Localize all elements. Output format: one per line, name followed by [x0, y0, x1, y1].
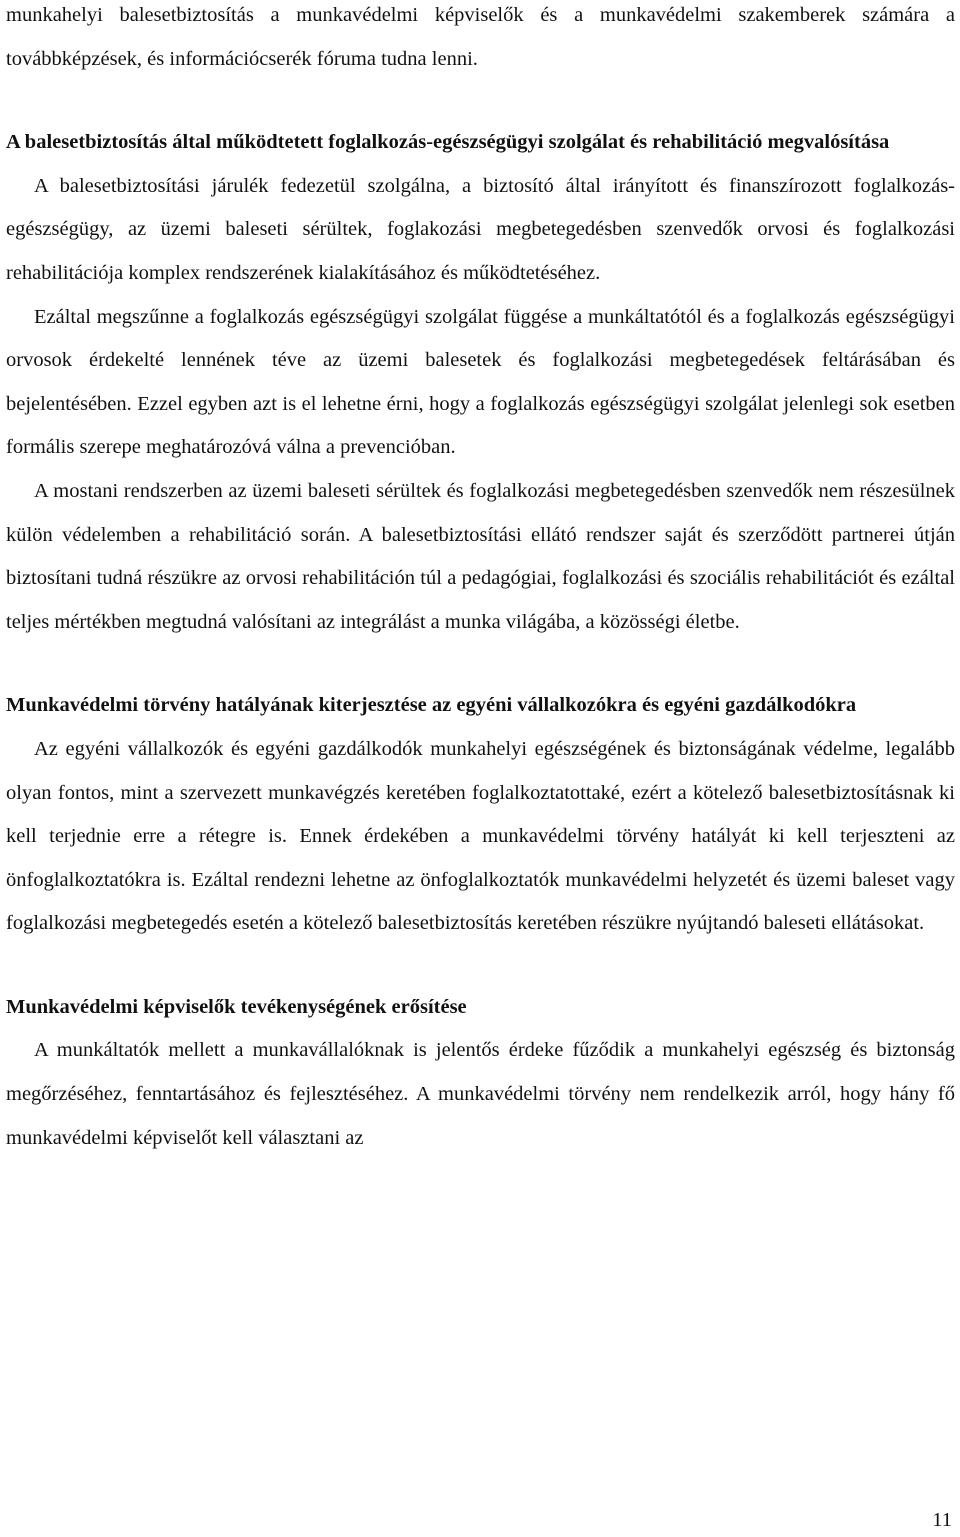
- paragraph-independence: Ezáltal megszűnne a foglalkozás egészségügyi szolgálat függése a munkáltatótól és a foglalkozás egészségügyi orvosok érdekelté lennének téve az üzemi balesetek és foglalkozási megbetegedések feltárásában és bejelentésében. Ezzel egyben azt is el lehetne érni, hogy a foglalkozás egészségügyi szolgálat jelenlegi sok esetben formális szerepe meghatározóvá válna a prevencióban.: [6, 305, 955, 459]
- section-heading-rehabilitation: A balesetbiztosítás által működtetett foglalkozás-egészségügyi szolgálat és rehabilitáció megvalósítása: [6, 131, 890, 154]
- section-heading-representatives: Munkavédelmi képviselők tevékenységének erősítése: [6, 995, 467, 1018]
- paragraph-entrepreneurs: Az egyéni vállalkozók és egyéni gazdálkodók munkahelyi egészségének és biztonságának védelme, legalább olyan fontos, mint a szervezett munkavégzés keretében foglalkoztatottaké, ezért a kötelező balesetbiztosításnak ki kell terjednie erre a rétegre is. Ennek érdekében a munkavédelmi törvény hatályát ki kell terjeszteni az önfoglalkoztatókra is. Ezáltal rendezni lehetne az önfoglalkoztatók munkavédelmi helyzetét és üzemi baleset vagy foglalkozási megbetegedés esetén a kötelező balesetbiztosítás keretében részükre nyújtandó baleseti ellátásokat.: [6, 737, 955, 935]
- paragraph-funding: A balesetbiztosítási járulék fedezetül szolgálna, a biztosító által irányított és finanszírozott foglalkozás-egészségügy, az üzemi baleseti sérültek, foglakozási megbetegedésben szenvedők orvosi és foglalkozási rehabilitációja komplex rendszerének kialakításához és működtetéséhez.: [6, 174, 955, 284]
- page-number: 11: [932, 1509, 952, 1531]
- section-heading-entrepreneurs: Munkavédelmi törvény hatályának kiterjesztése az egyéni vállalkozókra és egyéni gazdálkodókra: [6, 694, 857, 717]
- paragraph-current-system: A mostani rendszerben az üzemi baleseti sérültek és foglalkozási megbetegedésben szenvedők nem részesülnek külön védelemben a rehabilitáció során. A balesetbiztosítási ellátó rendszer saját és szerződött partnerei útján biztosítani tudná részükre az orvosi rehabilitáción túl a pedagógiai, foglalkozási és szociális rehabilitációt és ezáltal teljes mértékben megtudná valósítani az integrálást a munka világába, a közösségi életbe.: [6, 479, 955, 633]
- intro-paragraph: munkahelyi balesetbiztosítás a munkavédelmi képviselők és a munkavédelmi szakemberek számára a továbbképzések, és információcserék fóruma tudna lenni.: [6, 4, 955, 70]
- document-page: [6, 0, 955, 1160]
- paragraph-representatives: A munkáltatók mellett a munkavállalóknak is jelentős érdeke fűződik a munkahelyi egészség és biztonság megőrzéséhez, fenntartásához és fejlesztéséhez. A munkavédelmi törvény nem rendelkezik arról, hogy hány fő munkavédelmi képviselőt kell választani az: [6, 1039, 955, 1149]
